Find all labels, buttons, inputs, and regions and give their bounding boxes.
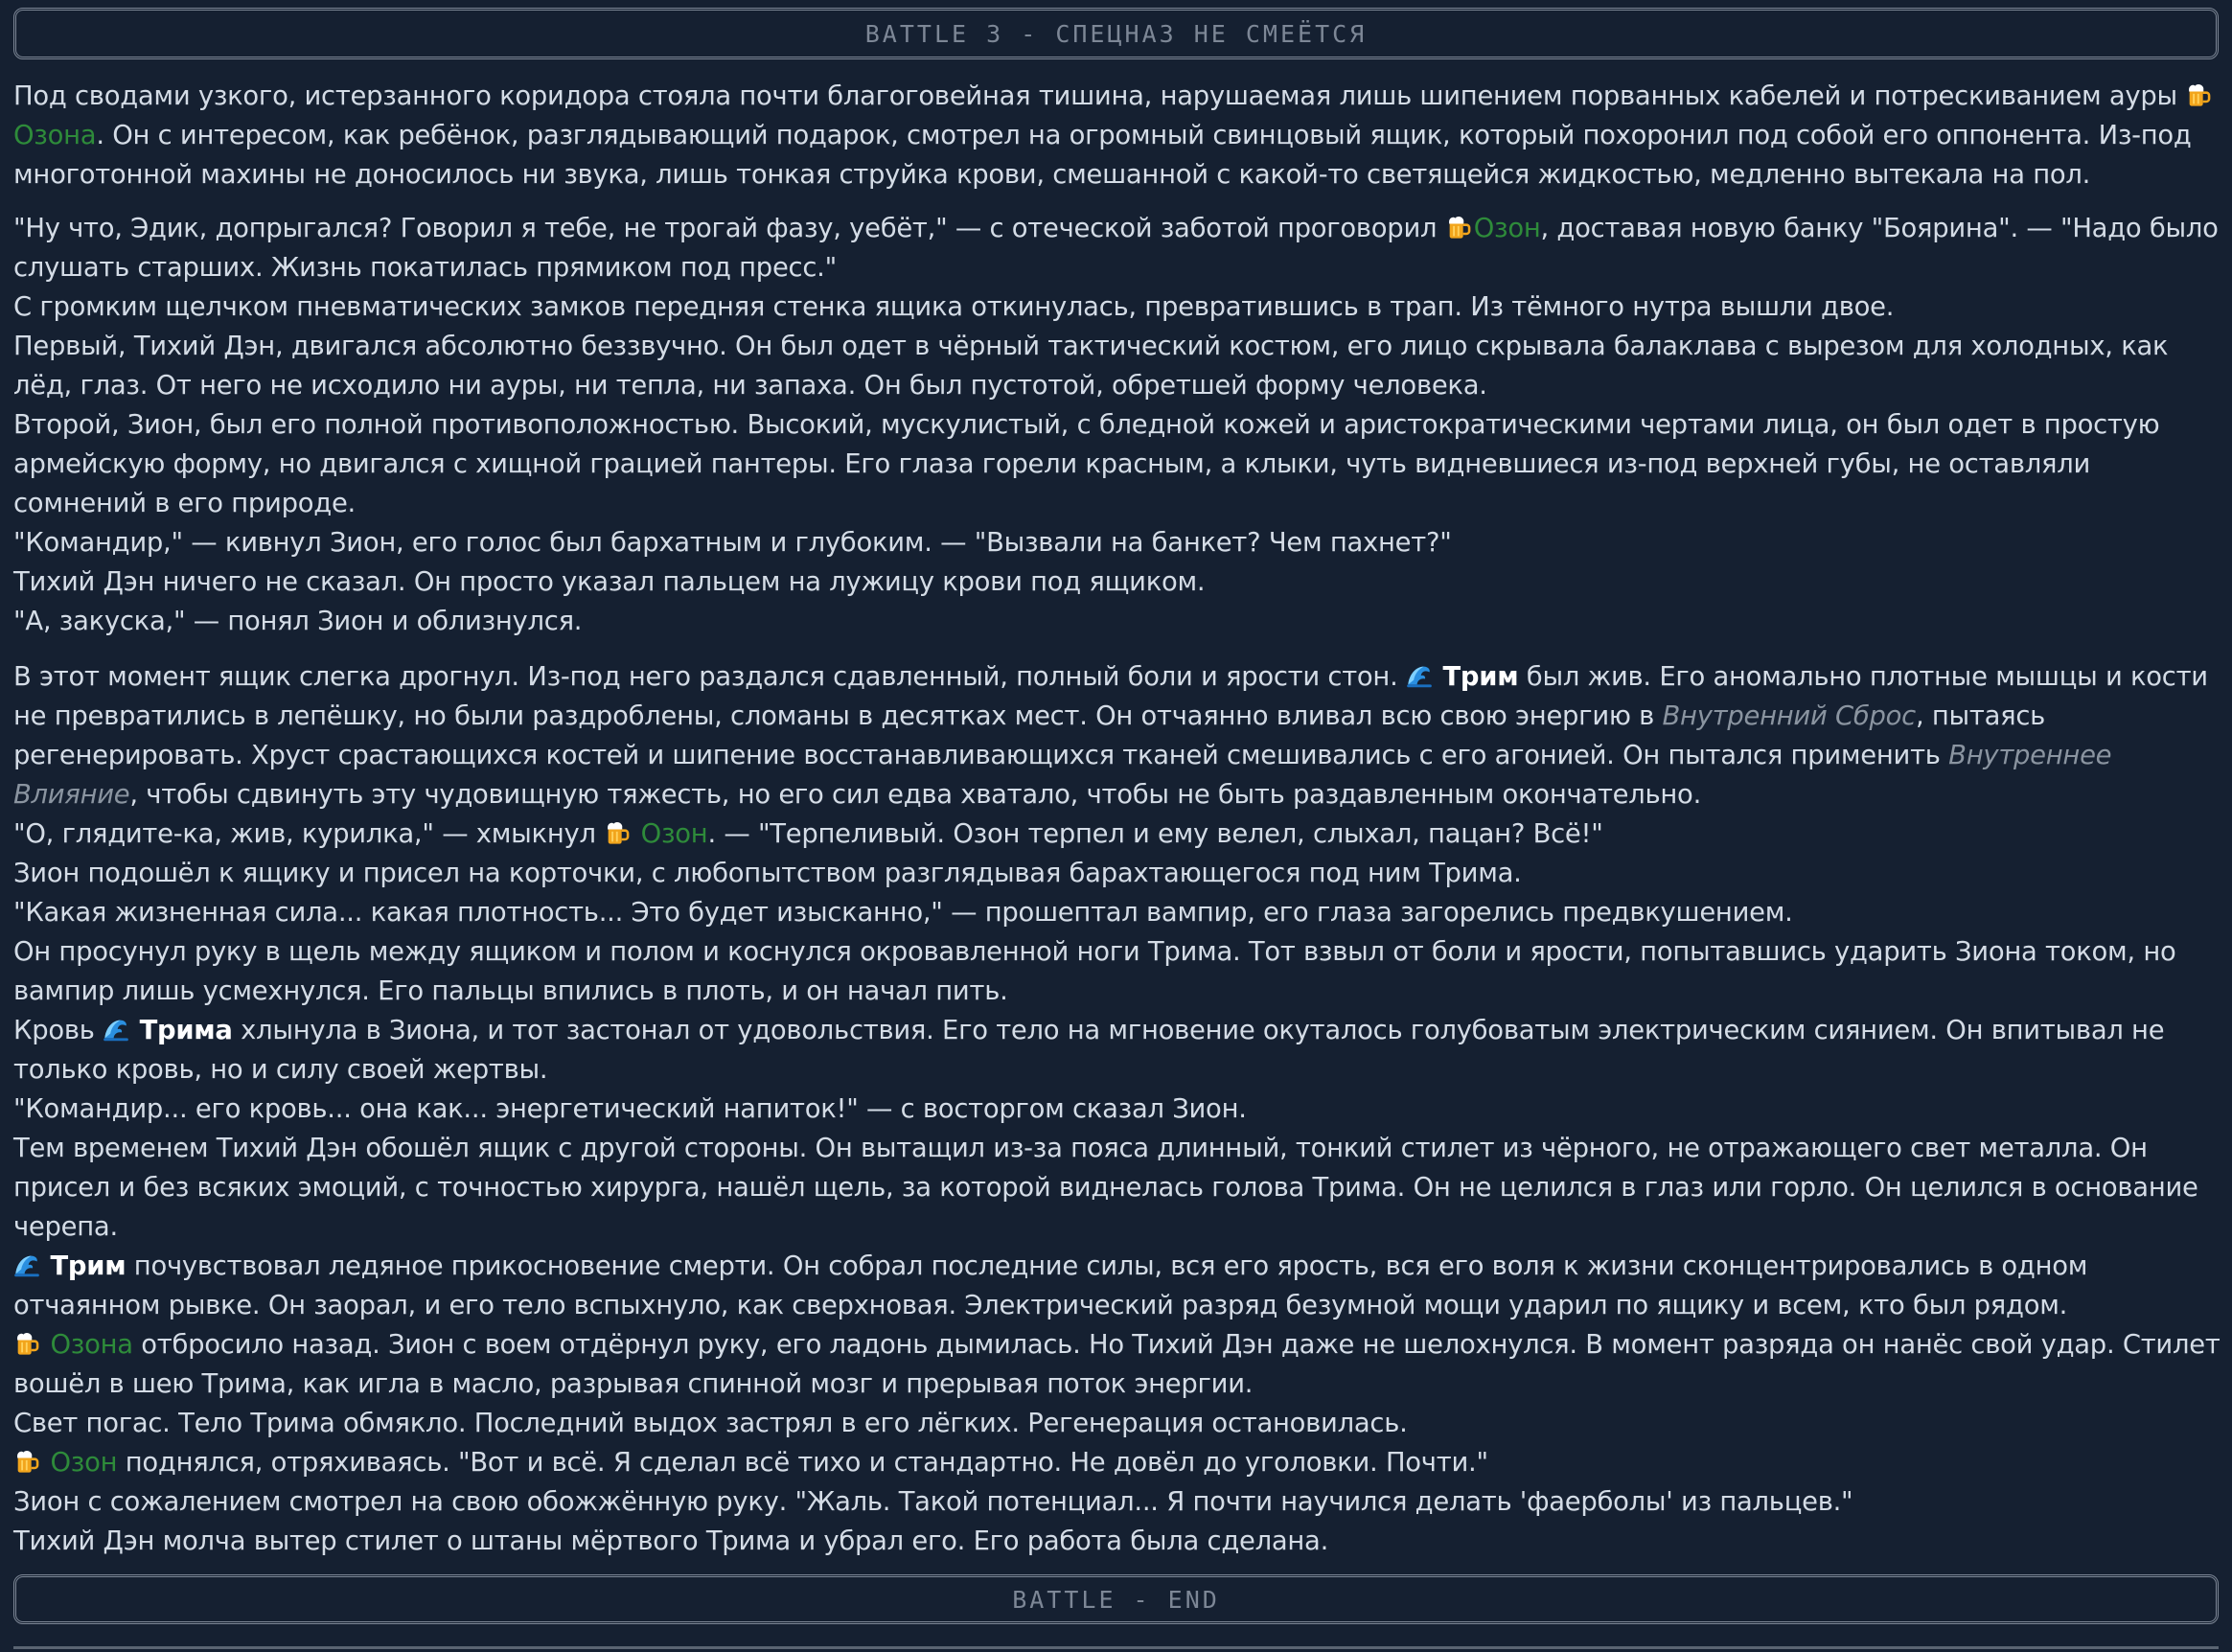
story-paragraph: Тихий Дэн молча вытер стилет о штаны мёртвого Трима и убрал его. Его работа была сделана. — [13, 1526, 1329, 1556]
story-paragraph: Он просунул руку в щель между ящиком и полом и коснулся окровавленной ноги Трима. Тот взвыл от боли и ярости, попытавшись ударить Зиона током, но вампир лишь усмехнулся. Его пальцы впились в плоть, и он начал пить. — [13, 937, 2176, 1006]
battle-end-banner — [13, 1574, 2219, 1624]
character-name-ozon: Озон — [50, 1448, 118, 1478]
story-paragraph: "А, закуска," — понял Зион и облизнулся. — [13, 607, 583, 636]
story-paragraph: "Командир... его кровь... она как... энергетический напиток!" — с восторгом сказал Зион. — [13, 1094, 1247, 1124]
story-paragraph: "Ну что, Эдик, допрыгался? Говорил я тебе, не трогай фазу, уебёт," — с отеческой заботой проговорил Озон, доставая новую банку "Боярина". — "Надо было слушать старших. Жизнь покатилась прямиком под пресс." — [13, 214, 2219, 283]
story-paragraph: "Командир," — кивнул Зион, его голос был бархатным и глубоким. — "Вызвали на банкет? Чем пахнет?" — [13, 528, 1452, 558]
story-paragraph: Тихий Дэн ничего не сказал. Он просто указал пальцем на лужицу крови под ящиком. — [13, 567, 1206, 597]
beer-mug-icon — [1445, 214, 1472, 241]
beer-mug-icon — [604, 819, 631, 846]
story-paragraph: Зион с сожалением смотрел на свою обожжённую руку. "Жаль. Такой потенциал... Я почти научился делать 'фаерболы' из пальцев." — [13, 1487, 1853, 1517]
story-paragraph: С громким щелчком пневматических замков передняя стенка ящика откинулась, превратившись в трап. Из тёмного нутра вышли двое. — [13, 292, 1895, 322]
story-paragraph: В этот момент ящик слегка дрогнул. Из-под него раздался сдавленный, полный боли и ярости стон. Трим был жив. Его аномально плотные мышцы и кости не превратились в лепёшку, но были раздроблены, сломаны в десятках мест. Он отчаянно вливал всю свою энергию в Внутренний Сброс, пытаясь регенерировать. Хруст срастающихся костей и шипение восстанавливающихся тканей смешивались с его агонией. Он пытался применить Внутреннее Влияние, чтобы сдвинуть эту чудовищную тяжесть, но его сил едва хватало, чтобы не быть раздавленным окончательно. — [13, 662, 2208, 810]
water-wave-icon — [103, 1016, 129, 1043]
ability-internal-influence: Внутреннее Влияние — [13, 741, 2112, 810]
character-name-ozon: Озон — [640, 819, 708, 849]
story-paragraph: Трим почувствовал ледяное прикосновение смерти. Он собрал последние силы, вся его ярость, вся его воля к жизни сконцентрировались в одном отчаянном рывке. Он заорал, и его тело вспыхнуло, как сверхновая. Электрический разряд безумной мощи ударил по ящику и всем, кто был рядом. — [13, 1251, 2088, 1320]
beer-mug-icon — [13, 1330, 40, 1357]
character-name-trim: Трим — [1442, 662, 1519, 692]
story-paragraph: Озона отбросило назад. Зион с воем отдёрнул руку, его ладонь дымилась. Но Тихий Дэн даже не шелохнулся. В момент разряда он нанёс свой удар. Стилет вошёл в шею Трима, как игла в масло, разрывая спинной мозг и прерывая поток энергии. — [13, 1330, 2220, 1399]
battle-start-title: BATTLE 3 - СПЕЦНАЗ НЕ СМЕЁТСЯ — [864, 19, 1368, 48]
ability-internal-reset: Внутренний Сброс — [1662, 701, 1916, 731]
story-paragraph: Озон поднялся, отряхиваясь. "Вот и всё. Я сделал всё тихо и стандартно. Не довёл до уголовки. Почти." — [13, 1443, 2227, 1482]
story-paragraph: Под сводами узкого, истерзанного коридора стояла почти благоговейная тишина, нарушаемая лишь шипением порванных кабелей и потрескиванием ауры Озона. Он с интересом, как ребёнок, разглядывающий подарок, смотрел на огромный свинцовый ящик, который похоронил под собой его оппонента. Из-под многотонной махины не доносилось ни звука, лишь тонкая струйка крови, смешанной с какой-то светящейся жидкостью, медленно вытекала на пол. — [13, 77, 2227, 195]
story-paragraph: "О, глядите-ка, жив, курилка," — хмыкнул Озон. — "Терпеливый. Озон терпел и ему велел, слыхал, пацан? Всё!" — [13, 819, 1603, 849]
character-name-trim: Трима — [139, 1016, 233, 1045]
story-paragraph: "Какая жизненная сила... какая плотность... Это будет изысканно," — прошептал вампир, его глаза загорелись предвкушением. — [13, 898, 1793, 928]
battle-end-title: BATTLE - END — [1012, 1585, 1220, 1614]
story-paragraph: Кровь Трима хлынула в Зиона, и тот застонал от удовольствия. Его тело на мгновение окуталось голубоватым электрическим сиянием. Он впитывал не только кровь, но и силу своей жертвы. — [13, 1016, 2165, 1085]
character-name-trim: Трим — [50, 1251, 127, 1281]
battle-start-banner — [13, 8, 2219, 59]
character-name-ozon: Озона — [13, 121, 97, 150]
battle-story — [13, 77, 2227, 1561]
character-name-ozon: Озона — [50, 1330, 133, 1360]
story-paragraph: Зион подошёл к ящику и присел на корточки, с любопытством разглядывая барахтающегося под ним Трима. — [13, 859, 1522, 888]
water-wave-icon — [1406, 662, 1433, 689]
story-paragraph: Второй, Зион, был его полной противоположностью. Высокий, мускулистый, с бледной кожей и аристократическими чертами лица, он был одет в простую армейскую форму, но двигался с хищной грацией пантеры. Его глаза горели красным, а клыки, чуть видневшиеся из-под верхней губы, не оставляли сомнений в его природе. — [13, 410, 2160, 518]
beer-mug-icon — [2185, 81, 2212, 108]
divider — [13, 1646, 2219, 1649]
story-paragraph: Первый, Тихий Дэн, двигался абсолютно беззвучно. Он был одет в чёрный тактический костюм, его лицо скрывала балаклава с вырезом для холодных, как лёд, глаз. От него не исходило ни ауры, ни тепла, ни запаха. Он был пустотой, обретшей форму человека. — [13, 332, 2169, 401]
water-wave-icon — [13, 1251, 40, 1278]
beer-mug-icon — [13, 1448, 40, 1475]
story-paragraph: Тем временем Тихий Дэн обошёл ящик с другой стороны. Он вытащил из-за пояса длинный, тонкий стилет из чёрного, не отражающего свет металла. Он присел и без всяких эмоций, с точностью хирурга, нашёл щель, за которой виднелась голова Трима. Он не целился в глаз или горло. Он целился в основание черепа. — [13, 1134, 2198, 1242]
story-paragraph: Свет погас. Тело Трима обмякло. Последний выдох застрял в его лёгких. Регенерация остановилась. — [13, 1409, 1408, 1438]
character-name-ozon: Озон — [1473, 214, 1541, 243]
